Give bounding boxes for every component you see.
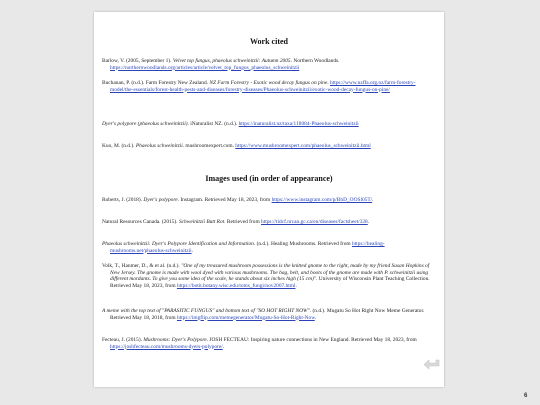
reference-link[interactable]: https://botit.botany.wisc.edu/toms_fungi/nov2007.html bbox=[176, 282, 296, 289]
return-arrow-icon[interactable] bbox=[423, 358, 441, 370]
reference-item: Volk, T., Hanmer, D., & et al. (n.d.). "One of my treasured mushroom possessions is the knitted gnome to the right, made by my friend Susan Hopkins of New Jersey. The gnome is made with wool dyed with various mushrooms. The bag, belt, and boots of the gnome are made with P. schweinitzii using different mordants. To give you some idea of the scale, he stands about six inches high (15 cm)". University of Wisconsin Plant Teaching Collection. Retrieved May 18, 2023, from https://botit.botany.wisc.edu/toms_fungi/nov2007.html. bbox=[102, 263, 430, 289]
reference-link[interactable]: https://joshfecteau.com/mushrooms-dyers-polypore/ bbox=[110, 343, 223, 350]
reference-item: Dyer's polypore (phaeolus schweinitzii). iNaturalist NZ. (n.d.). https://inaturalist.nz/taxa/118084-Phaeolus-schweinitzii bbox=[102, 121, 359, 127]
reference-link[interactable]: https://www.nzffa.org.nz/farm-forestry-model/the-essentials/forest-health-pests-and-diseases/forestry-diseases/Phaeolus-schweinitzii/exotic-wood-decay-fungus-on-pine/ bbox=[110, 80, 416, 93]
reference-item: Buchanan, P. (n.d.). Farm Forestry New Zealand. NZ Farm Forestry - Exotic wood decay fungus on pine. https://www.nzffa.org.nz/farm-forestry-model/the-essentials/forest-health-pests-and-diseases/forestry-diseases/Phaeolus-schweinitzii/exotic-wood-decay-fungus-on-pine/ bbox=[102, 80, 416, 93]
work-cited-heading: Work cited bbox=[250, 37, 288, 46]
reference-item: Fecteau, J. (2015). Mushrooms: Dyer's Polypore. JOSH FECTEAU: Inspiring nature connections in New England. Retrieved May 18, 2023, from https://joshfecteau.com/mushrooms-dyers-polypore/. bbox=[102, 337, 417, 350]
reference-item: Roberts, J. (2018). Dyer's polypore. Instagram. Retrieved May 18, 2023, from https://www.instagram.com/p/BhD_OOSl05T/. bbox=[102, 197, 374, 203]
reference-item: A meme with the top text of "PARASITIC FUNGUS" and bottom text of "SO HOT RIGHT NOW". (n.d.). Mugatu So Hot Right Now Meme Generator. Retrieved May 18, 2018, from https://imgflip.com/memegenerator/Mugatu-So-Hot-Right-Now. bbox=[102, 308, 425, 321]
reference-link[interactable]: https://healing-mushrooms.net/phaeolus-schweinitzii bbox=[110, 241, 385, 254]
reference-link[interactable]: https://www.instagram.com/p/BhD_OOSl05T/ bbox=[271, 197, 373, 203]
reference-item: Natural Resources Canada. (2015). Schweinitzii Butt Rot. Retrieved from https://tidcf.nrcan.gc.ca/en/diseases/factsheet/328. bbox=[102, 219, 370, 225]
images-used-heading: Images used (in order of appearance) bbox=[205, 174, 333, 183]
reference-link[interactable]: https://www.mushroomexpert.com/phaeolus_schweinitzii.html bbox=[235, 143, 371, 149]
page-number: 6 bbox=[524, 393, 528, 399]
reference-item: Kuo, M. (n.d.). Phaeolus schweinitzii. mushroomexpert.com. https://www.mushroomexpert.com/phaeolus_schweinitzii.html bbox=[102, 143, 371, 149]
reference-link[interactable]: https://inaturalist.nz/taxa/118084-Phaeolus-schweinitzii bbox=[238, 121, 359, 127]
reference-link[interactable]: https://northernwoodlands.org/articles/article/velvet_top_fungus_phaeolus_schweinitzii bbox=[110, 64, 300, 71]
reference-item: Barlow, V. (2005, September 1). Velvet top fungus, phaeolus schweinitzii: Autumn 2005. Northern Woodlands. https://northernwoodlands.org/articles/article/velvet_top_fungus_phaeolus_schweinitzii bbox=[102, 58, 340, 71]
reference-link[interactable]: https://tidcf.nrcan.gc.ca/en/diseases/factsheet/328 bbox=[261, 219, 368, 225]
reference-link[interactable]: https://imgflip.com/memegenerator/Mugatu-So-Hot-Right-Now bbox=[176, 314, 315, 321]
slide-page bbox=[94, 12, 444, 387]
reference-item: Phaeolus schweinitzii: Dyer's Polypore Identification and Information. (n.d.). Healing Mushrooms. Retrieved from https://healing-mushrooms.net/phaeolus-schweinitzii. bbox=[102, 241, 385, 254]
